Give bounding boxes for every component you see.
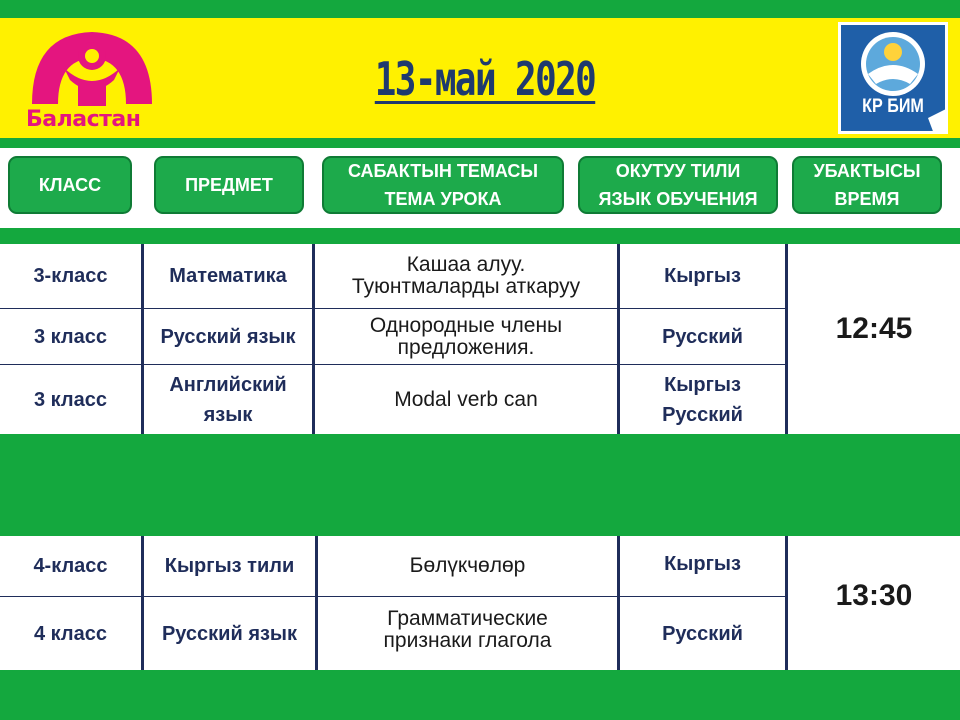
- table-row-language: [620, 597, 785, 670]
- topic-line-2: признаки глагола: [383, 629, 552, 652]
- table-row-topic: [315, 244, 617, 308]
- schedule-table-grade-3: [0, 244, 960, 434]
- table-row-subject: [144, 244, 312, 308]
- subject-value: Математика: [169, 265, 287, 287]
- schedule-table-grade-4: [0, 536, 960, 670]
- language-line-1: Кыргыз: [664, 373, 741, 396]
- class-value: 4 класс: [33, 622, 107, 645]
- column-topic-label-ru: ТЕМА УРОКА: [384, 189, 502, 209]
- column-language-label-ky: ОКУТУУ ТИЛИ: [615, 161, 741, 181]
- subject-value: Русский язык: [160, 325, 296, 348]
- table-row-topic: [315, 309, 617, 364]
- subject-value: Кыргыз тили: [164, 555, 295, 577]
- subject-line-2: язык: [203, 403, 253, 426]
- time-cell: [788, 244, 960, 414]
- table-row-topic: [315, 365, 617, 434]
- table-row-subject: [144, 597, 315, 670]
- subject-value: Русский язык: [161, 622, 298, 645]
- class-value: 3-класс: [33, 265, 108, 287]
- page-title: 13-май 2020: [374, 52, 596, 106]
- class-value: 4-класс: [33, 555, 108, 577]
- topic-line-2: предложения.: [397, 335, 535, 359]
- column-topic-button[interactable]: [322, 156, 564, 214]
- brand-name: Баластан: [26, 107, 141, 132]
- language-value: Русский: [662, 325, 743, 348]
- language-value: Кыргыз: [664, 265, 741, 287]
- class-value: 3 класс: [33, 325, 107, 348]
- topic-line-1: Кашаа алуу.: [406, 253, 526, 276]
- column-time-label-ky: УБАКТЫСЫ: [813, 161, 921, 181]
- language-value: Кыргыз: [664, 553, 741, 575]
- column-class-label: КЛАСС: [38, 175, 102, 195]
- topic-line-1: Modal verb can: [394, 387, 538, 411]
- table-row-class: [0, 309, 141, 364]
- table-row-subject: [144, 365, 312, 434]
- column-header-bar: [0, 148, 960, 228]
- column-time-button[interactable]: [792, 156, 942, 214]
- topic-line-1: Однородные члены: [369, 313, 563, 337]
- table-row-class: [0, 244, 141, 308]
- column-class-button[interactable]: [8, 156, 132, 214]
- column-subject-label: ПРЕДМЕТ: [185, 175, 273, 195]
- time-value: 12:45: [835, 312, 913, 345]
- topic-line-1: Бөлүкчөлөр: [409, 554, 526, 577]
- class-value: 3 класс: [33, 388, 107, 411]
- table-row-language: [620, 536, 785, 592]
- kr-bim-label: КР БИМ: [862, 96, 924, 117]
- table-row-language: [620, 309, 785, 364]
- table-row-class: [0, 365, 141, 434]
- table-row-topic: [318, 536, 617, 596]
- table-row-topic: [318, 597, 617, 663]
- table-row-language: [620, 365, 785, 434]
- time-cell: [788, 536, 960, 656]
- topic-line-2: Туюнтмаларды аткаруу: [351, 275, 581, 298]
- language-line-2: Русский: [662, 403, 743, 426]
- column-time-label-ru: ВРЕМЯ: [834, 189, 900, 209]
- time-value: 13:30: [835, 579, 913, 612]
- language-value: Русский: [662, 622, 743, 645]
- column-language-button[interactable]: [578, 156, 778, 214]
- column-language-label-ru: ЯЗЫК ОБУЧЕНИЯ: [598, 189, 758, 209]
- table-row-language: [620, 244, 785, 308]
- table-row-class: [0, 536, 141, 596]
- topic-line-1: Грамматические: [387, 607, 548, 630]
- subject-line-1: Английский: [169, 373, 287, 396]
- table-row-class: [0, 597, 141, 670]
- header-banner: [0, 18, 960, 138]
- column-subject-button[interactable]: [154, 156, 304, 214]
- table-row-subject: [144, 309, 312, 364]
- column-topic-label-ky: САБАКТЫН ТЕМАСЫ: [347, 161, 539, 181]
- table-row-subject: [144, 536, 315, 596]
